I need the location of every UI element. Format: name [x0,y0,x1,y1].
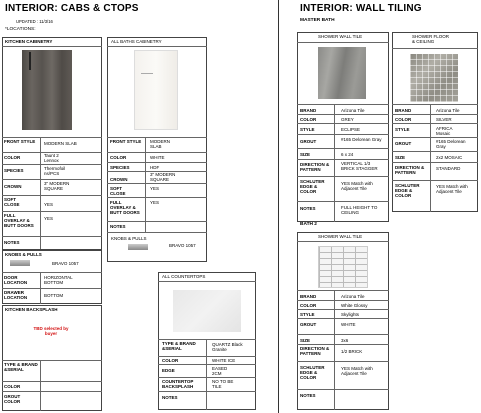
bc-value-soft-close: YES [150,186,160,191]
msw-tile-image [318,47,366,99]
page-title: INTERIOR: CABS & CTOPS [5,3,139,14]
kitchen-knobs-heading: KNOBS & PULLS [5,252,42,257]
kitchen-cabinetry-heading: KITCHEN CABINETRY [5,39,53,44]
wall-tiling-title: INTERIOR: WALL TILING [300,3,422,14]
countertops-heading: ALL COUNTERTOPS [162,274,206,279]
msf-value-color: SILVER [436,117,452,122]
kc-label-soft-close: SOFT CLOSE [4,197,20,208]
msw-value-color: GREY [341,117,354,122]
kc-value-front-style: MODERN SLAB [44,141,77,146]
b2w-label-direction: DIRECTION & PATTERN [300,346,330,357]
kc-value-crown: 3" MODERN SQUARE [44,181,70,192]
msw-value-grout: #165 Delorean Gray [341,137,382,142]
kb-label-color: COLOR [4,384,21,389]
bc-label-front-style: FRONT STYLE [110,139,142,144]
bc-label-notes: NOTES [110,224,126,229]
bc-value-crown: 3" MODERN SQUARE [150,172,176,183]
kb-label-type: TYPE & BRAND &SERIAL [4,362,38,373]
kitchen-knobs-value: BRAVO 1057 [52,261,79,266]
b2w-value-size: 3x6 [341,338,349,343]
bc-value-species: HDF [150,165,160,170]
msf-label-brand: BRAND [395,108,412,113]
msf-label-style: STYLE [395,127,410,132]
kc-label-full-overlay: FULL OVERLAY & BUTT DOORS [4,213,34,229]
msf-label-direction: DIRECTION & PATTERN [395,165,425,176]
kitchen-cabinet-door-image [22,50,72,130]
kk-label-door-location: DOOR LOCATION [4,275,28,286]
kc-value-full-overlay: YES [44,216,54,221]
msf-value-brand: Arizona Tile [436,108,460,113]
msw-value-schluter: YES Match with Adjacent Tile [341,181,373,192]
bc-label-full-overlay: FULL OVERLAY & BUTT DOORS [110,200,140,216]
b2w-label-brand: BRAND [300,294,317,299]
bc-label-color: COLOR [110,155,127,160]
msw-value-brand: Arizona Tile [341,108,365,113]
msf-value-schluter: YES Match with Adjacent Tile [436,184,468,195]
bc-label-species: SPECIES [110,165,130,170]
bath2-label: BATH 2 [300,222,317,227]
bath-pull-image [128,244,148,250]
all-baths-cabinetry-heading: ALL BATHS CABINETRY [111,39,162,44]
kc-label-notes: NOTES [4,240,20,245]
b2w-value-schluter: YES Match with Adjacent Tile [341,366,373,377]
msf-value-direction: STANDARD [436,166,461,171]
b2w-label-schluter: SCHLUTER EDGE & COLOR [300,365,325,381]
msf-label-size: SIZE [395,155,406,160]
msf-heading: SHOWER FLOOR & CEILING [412,34,450,45]
bath-knobs-heading: KNOBS & PULLS [111,236,147,241]
msf-label-schluter: SCHLUTER EDGE & COLOR [395,183,420,199]
b2w-tile-image [318,246,368,288]
msw-label-direction: DIRECTION & PATTERN [300,162,330,173]
msw-label-notes: NOTES [300,206,316,211]
msw-value-style: ECLIPSE [341,127,361,132]
updated-date: UPDATED : 11/3/16 [16,19,53,24]
b2w-value-style: Skylights [341,312,360,317]
msw-heading: SHOWER WALL TILE [318,34,363,39]
kc-label-crown: CROWN [4,184,22,189]
b2w-value-grout: WHITE [341,322,356,327]
bc-value-front-style: MODERN SLAB [150,139,170,150]
msf-tile-image [410,54,458,102]
msw-label-color: COLOR [300,117,317,122]
bc-value-color: WHITE [150,155,165,160]
kc-label-front-style: FRONT STYLE [4,139,36,144]
bc-label-soft-close: SOFT CLOSE [110,186,126,197]
ct-label-edge: EDGE [162,368,175,373]
kb-label-grout: GROUT COLOR [4,394,21,405]
msf-value-grout: #165 Delorean Gray [436,139,466,150]
msw-value-direction: VERTICAL 1/3 BRICK STAGGER [341,161,378,172]
b2w-label-color: COLOR [300,303,317,308]
b2w-value-color: White Glossy [341,303,368,308]
b2w-label-style: STYLE [300,312,315,317]
msw-label-size: SIZE [300,152,311,157]
ct-value-color: WHITE ICE [212,358,236,363]
b2w-value-brand: Arizona Tile [341,294,365,299]
msf-label-color: COLOR [395,117,412,122]
msw-label-schluter: SCHLUTER EDGE & COLOR [300,179,325,195]
msf-value-size: 2x2 MOSAIC [436,155,463,160]
kc-value-color: Taunt 2 Lennox [44,153,59,164]
kitchen-backsplash-heading: KITCHEN BACKSPLASH [5,307,58,312]
ct-label-notes: NOTES [162,395,178,400]
bath-knobs-value: BRAVO 1057 [169,243,196,248]
backsplash-tbd-note: TBD selected by buyer [33,326,69,337]
kitchen-pull-image [10,260,30,266]
kc-value-species: Thermofoil ns/PCS [44,166,66,177]
ct-label-backsplash: COUNTERTOP BACKSPLASH [162,379,194,390]
b2w-value-direction: 1/2 BRICK [341,349,363,354]
msw-label-style: STYLE [300,127,315,132]
ct-label-color: COLOR [162,358,179,363]
msw-value-notes: FULL HEIGHT TO CEILING [341,205,378,216]
msf-label-grout: GROUT [395,141,412,146]
b2w-label-notes: NOTES [300,393,316,398]
kk-value-drawer-location: BOTTOM [44,293,64,298]
master-bath-label: MASTER BATH [300,18,335,23]
bc-value-full-overlay: YES [150,200,160,205]
kk-label-drawer-location: DRAWER LOCATION [4,290,28,301]
msw-label-grout: GROUT [300,139,317,144]
countertop-sample-image [173,290,241,332]
msw-label-brand: BRAND [300,108,317,113]
kc-value-soft-close: YES [44,202,54,207]
bc-label-crown: CROWN [110,177,128,182]
kc-label-color: COLOR [4,155,21,160]
locations-label: *LOCATIONS: [5,27,36,32]
b2w-label-grout: GROUT [300,322,317,327]
msw-value-size: 6 x 24 [341,152,354,157]
msf-value-style: AFRICA Mosaic [436,126,453,137]
kc-label-species: SPECIES [4,168,24,173]
b2w-label-size: SIZE [300,338,311,343]
ct-value-edge: EASED 2CM [212,366,228,377]
b2w-heading: SHOWER WALL TILE [318,234,363,239]
bath-cabinet-door-image [134,50,178,130]
ct-value-backsplash: NO TO BE TILE [212,379,234,390]
ct-label-type: TYPE & BRAND &SERIAL [162,341,196,352]
kk-value-door-location: HORIZONTAL BOTTOM [44,275,73,286]
ct-value-type: QUARTZ Black Granite [212,342,243,353]
